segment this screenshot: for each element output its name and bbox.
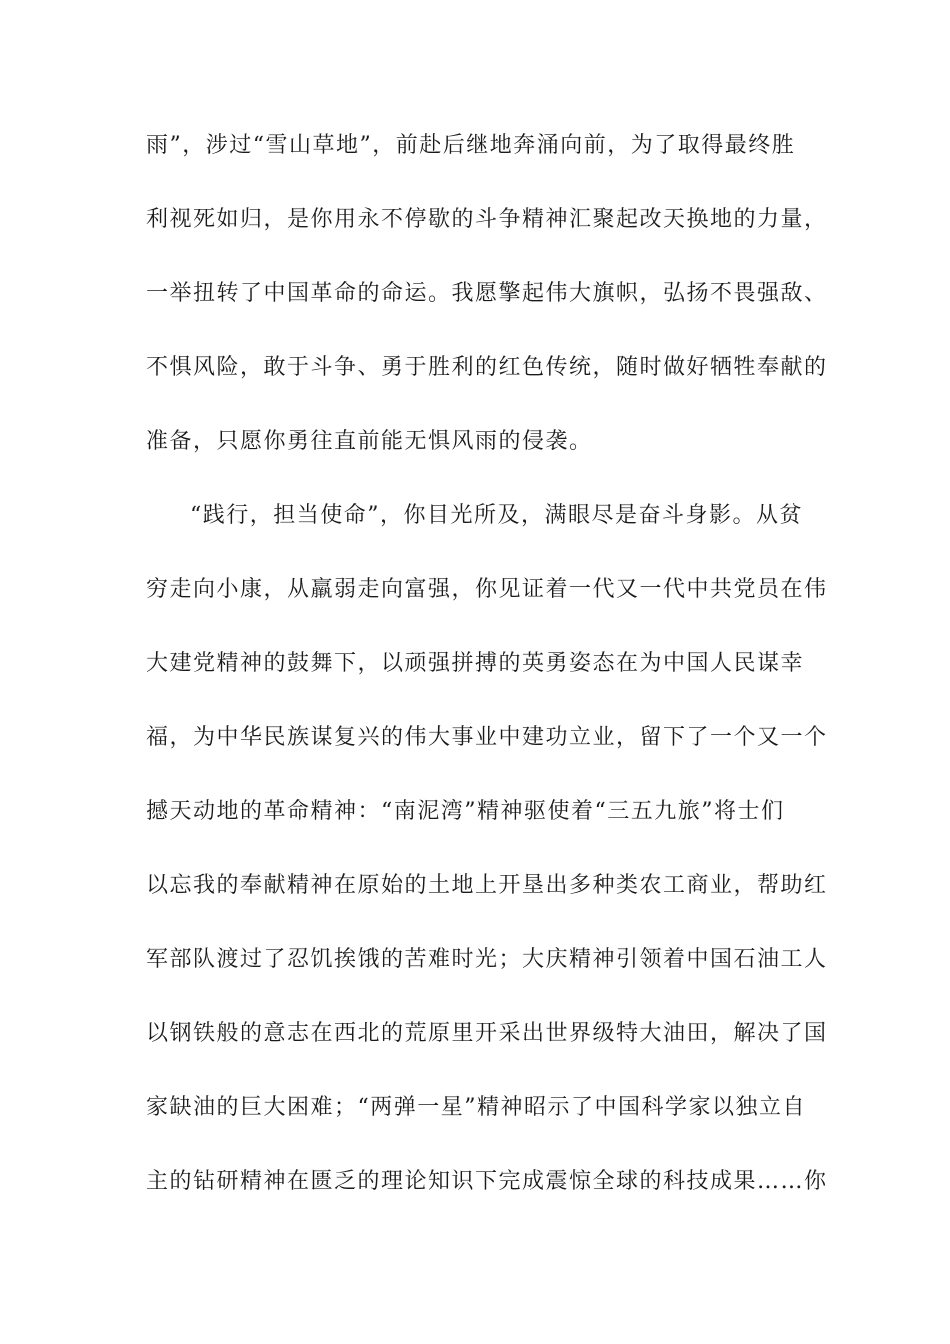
text-line: 福，为中华民族谋复兴的伟大事业中建功立业，留下了一个又一个 [146,725,828,750]
text-line: 家缺油的巨大困难；“两弹一星”精神昭示了中国科学家以独立自 [146,1095,806,1120]
text-line: 大建党精神的鼓舞下，以顽强拼搏的英勇姿态在为中国人民谋幸 [146,651,805,676]
text-line: 军部队渡过了忍饥挨饿的苦难时光；大庆精神引领着中国石油工人 [146,947,828,972]
text-line: 以忘我的奉献精神在原始的土地上开垦出多种类农工商业，帮助红 [146,873,828,898]
text-line: 主的钻研精神在匮乏的理论知识下完成震惊全球的科技成果……你 [146,1169,828,1194]
body-text [146,130,828,1198]
text-line: 穷走向小康，从羸弱走向富强，你见证着一代又一代中共党员在伟 [146,577,828,602]
text-line: 一举扭转了中国革命的命运。我愿擎起伟大旗帜，弘扬不畏强敌、 [146,281,828,306]
text-line: 准备，只愿你勇往直前能无惧风雨的侵袭。 [146,429,593,454]
paragraph-first-line: “践行，担当使命”，你目光所及，满眼尽是奋斗身影。从贫 [190,503,803,528]
text-line: 以钢铁般的意志在西北的荒原里开采出世界级特大油田，解决了国 [146,1021,828,1046]
text-line: 利视死如归，是你用永不停歇的斗争精神汇聚起改天换地的力量， [146,207,828,232]
text-line: 雨”，涉过“雪山草地”，前赴后继地奔涌向前，为了取得最终胜 [146,133,796,158]
text-line: 撼天动地的革命精神：“南泥湾”精神驱使着“三五九旅”将士们 [146,799,785,824]
text-line: 不惧风险，敢于斗争、勇于胜利的红色传统，随时做好牺牲奉献的 [146,355,828,380]
